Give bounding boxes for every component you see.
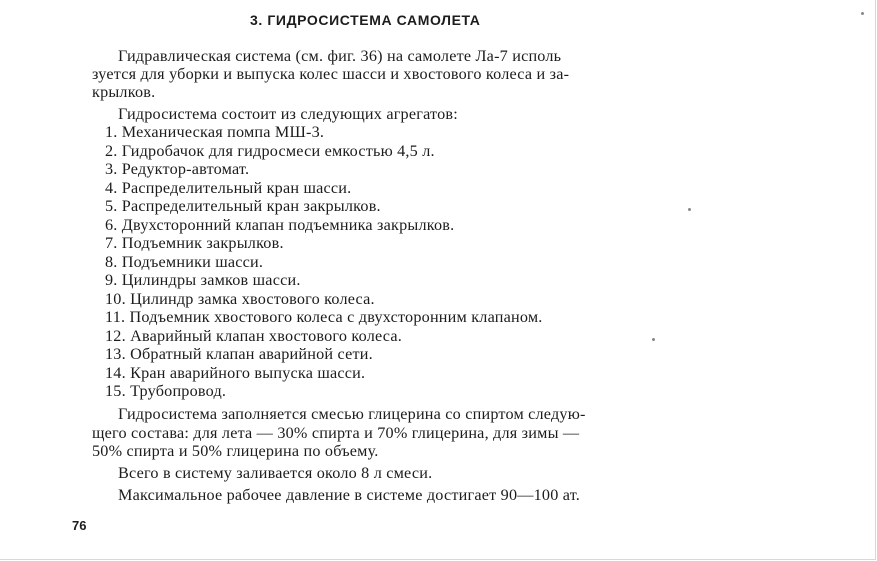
mixture-line-3: 50% спирта и 50% глицерина по объему. (92, 442, 379, 460)
list-item: 4. Распределительный кран шасси. (105, 179, 352, 197)
list-item: 15. Трубопровод. (105, 382, 227, 400)
list-item: 3. Редуктор-автомат. (105, 160, 250, 178)
list-item: 11. Подъемник хвостового колеса с двухсторонним клапаном. (105, 308, 543, 326)
speck-mark (688, 208, 691, 211)
list-item: 7. Подъемник закрылков. (105, 234, 284, 252)
list-item: 8. Подъемники шасси. (105, 253, 264, 271)
list-item: 5. Распределительный кран закрылков. (105, 197, 381, 215)
list-item: 10. Цилиндр замка хвостового колеса. (105, 290, 375, 308)
volume-text: Всего в систему заливается около 8 л смеси. (118, 464, 433, 482)
mixture-line-2: щего состава: для лета — 30% спирта и 70% глицерина, для зимы — (92, 424, 580, 442)
list-item: 6. Двухсторонний клапан подъемника закрылков. (105, 216, 455, 234)
speck-mark (652, 338, 655, 341)
intro-line-1: Гидравлическая система (см. фиг. 36) на самолете Ла-7 исполь (118, 47, 562, 65)
list-item: 12. Аварийный клапан хвостового колеса. (105, 327, 402, 345)
speck-mark (861, 12, 864, 15)
list-item: 2. Гидробачок для гидросмеси емкостью 4,5 л. (105, 142, 435, 160)
section-title: 3. ГИДРОСИСТЕМА САМОЛЕТА (250, 12, 481, 28)
intro-line-3: крылков. (92, 83, 156, 101)
mixture-line-1: Гидросистема заполняется смесью глицерина со спиртом следую- (118, 405, 586, 423)
units-heading: Гидросистема состоит из следующих агрегатов: (118, 105, 458, 123)
list-item: 9. Цилиндры замков шасси. (105, 271, 301, 289)
list-item: 14. Кран аварийного выпуска шасси. (105, 364, 366, 382)
pressure-text: Максимальное рабочее давление в системе достигает 90—100 ат. (118, 486, 581, 504)
list-item: 13. Обратный клапан аварийной сети. (105, 345, 373, 363)
list-item: 1. Механическая помпа МШ-3. (105, 123, 325, 141)
page-number: 76 (72, 518, 87, 533)
intro-line-2: зуется для уборки и выпуска колес шасси и хвостового колеса и за- (92, 65, 570, 83)
